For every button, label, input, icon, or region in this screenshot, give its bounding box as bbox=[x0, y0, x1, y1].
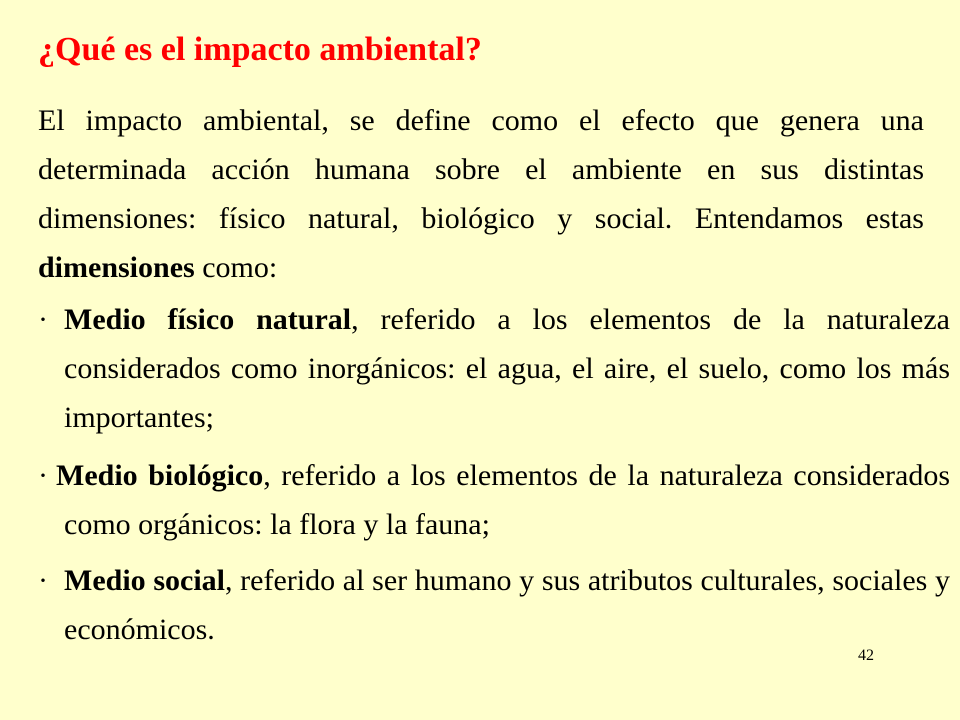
intro-bold-term: dimensiones bbox=[38, 251, 195, 284]
bullet-item-biological bbox=[38, 451, 950, 549]
page-number: 42 bbox=[858, 647, 874, 664]
bullet-term: Medio físico natural bbox=[64, 303, 352, 336]
intro-paragraph bbox=[38, 96, 924, 292]
bullet-marker: · bbox=[38, 564, 48, 597]
intro-tail: como: bbox=[194, 251, 278, 284]
intro-text: El impacto ambiental, se define como el efecto que genera una determinada acción humana sobre el ambiente en sus distintas dimensiones: físico natural, biológico y social. Entendamos estas bbox=[38, 104, 924, 235]
bullet-term: Medio social bbox=[64, 564, 225, 597]
bullet-text: , referido a los elementos de la naturaleza considerados como orgánicos: la flora y la fauna; bbox=[64, 459, 951, 541]
bullet-marker: · bbox=[38, 303, 48, 336]
bullet-term: Medio biológico bbox=[56, 459, 264, 492]
bullet-item-social bbox=[38, 556, 950, 654]
bullet-marker: · bbox=[38, 459, 48, 492]
bullet-text: , referido al ser humano y sus atributos culturales, sociales y económicos. bbox=[64, 564, 950, 646]
bullet-item-physical bbox=[38, 295, 950, 442]
bullet-text: , referido a los elementos de la naturaleza considerados como inorgánicos: el agua, el aire, el suelo, como los más importantes; bbox=[64, 303, 950, 434]
slide-title: ¿Qué es el impacto ambiental? bbox=[38, 31, 482, 68]
